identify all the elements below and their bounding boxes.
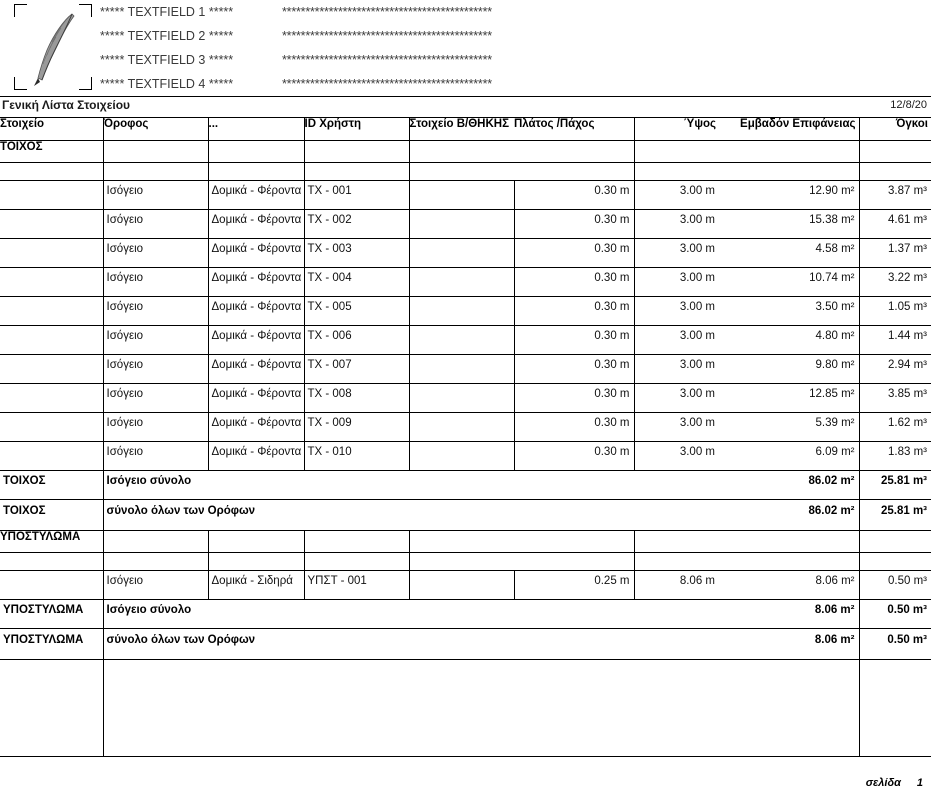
cell-area: 4.58 m² [719, 239, 859, 268]
col-header-store-element: Στοιχείο Β/ΘΗΚΗΣ [409, 118, 514, 141]
cell-area: 6.09 m² [719, 442, 859, 471]
cell-store [409, 442, 514, 471]
subtotal-volume: 25.81 m³ [859, 471, 931, 500]
table-row [0, 571, 931, 600]
report-date: 12/8/20 [890, 99, 927, 111]
table-row [0, 239, 931, 268]
cell-width: 0.30 m [514, 442, 634, 471]
cell-width: 0.30 m [514, 384, 634, 413]
cell-height: 3.00 m [634, 181, 719, 210]
textfield-value-2: ********************************************* [282, 29, 492, 43]
cell-area: 8.06 m² [719, 571, 859, 600]
textfield-label-1: ***** TEXTFIELD 1 ***** [100, 5, 234, 19]
cell-element [0, 384, 103, 413]
cell-height: 3.00 m [634, 355, 719, 384]
cell-class: Δομικά - Φέροντα [208, 384, 304, 413]
group-pad-floor [103, 531, 208, 553]
cell-width: 0.25 m [514, 571, 634, 600]
table-row [0, 413, 931, 442]
group-pad-floor [103, 141, 208, 163]
cell-user-id: TX - 004 [304, 268, 409, 297]
cell-height: 3.00 m [634, 268, 719, 297]
textfield-value-1: ********************************************* [282, 5, 492, 19]
textfield-row-1 [100, 0, 700, 24]
tail-rule-2 [859, 660, 860, 756]
cell-floor: Ισόγειο [103, 355, 208, 384]
cell-class: Δομικά - Φέροντα [208, 413, 304, 442]
cell-volume: 2.94 m³ [859, 355, 931, 384]
cell-floor: Ισόγειο [103, 326, 208, 355]
cell-class: Δομικά - Σιδηρά [208, 571, 304, 600]
group-pad-height [634, 141, 719, 163]
cell-height: 3.00 m [634, 239, 719, 268]
table-row [0, 326, 931, 355]
table-header-row [0, 118, 931, 141]
cell-height: 3.00 m [634, 384, 719, 413]
textfield-value-3: ********************************************* [282, 53, 492, 67]
textfield-row-4 [100, 72, 700, 96]
cell-class: Δομικά - Φέροντα [208, 210, 304, 239]
cell-width: 0.30 m [514, 181, 634, 210]
cell-store [409, 326, 514, 355]
col-header-class: ... [208, 118, 304, 141]
textfield-label-4: ***** TEXTFIELD 4 ***** [100, 77, 234, 91]
cell-width: 0.30 m [514, 413, 634, 442]
cell-class: Δομικά - Φέροντα [208, 297, 304, 326]
cell-height: 3.00 m [634, 210, 719, 239]
col-header-user-id: ID Χρήστη [304, 118, 409, 141]
table-row [0, 442, 931, 471]
spacer-cell-store [409, 163, 514, 181]
spacer-cell-class [208, 163, 304, 181]
spacer-cell-class [208, 553, 304, 571]
cell-width: 0.30 m [514, 355, 634, 384]
cell-height: 3.00 m [634, 413, 719, 442]
table-row [0, 355, 931, 384]
cell-element [0, 297, 103, 326]
table-row [0, 210, 931, 239]
spacer-cell-height [634, 163, 719, 181]
spacer-cell-floor [103, 163, 208, 181]
frame-corner-bottom-left [14, 77, 27, 90]
spacer-cell-store [409, 553, 514, 571]
table-row [0, 384, 931, 413]
table-empty-tail [0, 660, 931, 757]
cell-floor: Ισόγειο [103, 442, 208, 471]
cell-user-id: TX - 009 [304, 413, 409, 442]
cell-element [0, 181, 103, 210]
subtotal-area: 8.06 m² [719, 600, 859, 629]
cell-floor: Ισόγειο [103, 384, 208, 413]
group-total-volume: 25.81 m³ [859, 500, 931, 531]
cell-store [409, 297, 514, 326]
spacer-cell-area [719, 553, 859, 571]
group-total-text: σύνολο όλων των Ορόφων [103, 500, 719, 531]
cell-user-id: ΥΠΣΤ - 001 [304, 571, 409, 600]
spacer-cell-width [514, 553, 634, 571]
group-total-volume: 0.50 m³ [859, 629, 931, 660]
cell-volume: 3.85 m³ [859, 384, 931, 413]
group-pad-width [514, 141, 634, 163]
group-header-row [0, 141, 931, 163]
col-header-area: Εμβαδόν Επιφάνειας [719, 118, 859, 141]
cell-width: 0.30 m [514, 326, 634, 355]
cell-user-id: TX - 006 [304, 326, 409, 355]
subtotal-area: 86.02 m² [719, 471, 859, 500]
spacer-cell-element [0, 553, 103, 571]
spacer-cell-volume [859, 163, 931, 181]
cell-area: 12.85 m² [719, 384, 859, 413]
group-name: ΥΠΟΣΤΥΛΩΜΑ [0, 531, 103, 553]
cell-area: 3.50 m² [719, 297, 859, 326]
cell-store [409, 384, 514, 413]
document-header [0, 0, 931, 96]
group-pad-id [304, 141, 409, 163]
logo-frame [14, 4, 92, 90]
cell-class: Δομικά - Φέροντα [208, 326, 304, 355]
cell-store [409, 355, 514, 384]
table-row [0, 297, 931, 326]
cell-element [0, 210, 103, 239]
cell-area: 10.74 m² [719, 268, 859, 297]
group-total-element-label: ΤΟΙΧΟΣ [0, 500, 103, 531]
frame-corner-top-right [79, 4, 92, 17]
cell-store [409, 571, 514, 600]
col-header-volume: Όγκοι [859, 118, 931, 141]
cell-user-id: TX - 005 [304, 297, 409, 326]
subtotal-element-label: ΥΠΟΣΤΥΛΩΜΑ [0, 600, 103, 629]
spacer-cell-floor [103, 553, 208, 571]
group-pad-store [409, 141, 514, 163]
group-header-row [0, 531, 931, 553]
page-label: σελίδα [865, 777, 901, 789]
cell-width: 0.30 m [514, 297, 634, 326]
subtotal-text: Ισόγειο σύνολο [103, 600, 719, 629]
spacer-cell-volume [859, 553, 931, 571]
cell-area: 9.80 m² [719, 355, 859, 384]
cell-user-id: TX - 003 [304, 239, 409, 268]
report-title-bar [0, 96, 931, 118]
group-spacer-row [0, 553, 931, 571]
textfield-label-2: ***** TEXTFIELD 2 ***** [100, 29, 234, 43]
textfield-list [100, 0, 700, 96]
cell-floor: Ισόγειο [103, 210, 208, 239]
cell-width: 0.30 m [514, 239, 634, 268]
cell-volume: 0.50 m³ [859, 571, 931, 600]
cell-height: 3.00 m [634, 326, 719, 355]
cell-floor: Ισόγειο [103, 268, 208, 297]
cell-element [0, 326, 103, 355]
group-pad-area [719, 531, 859, 553]
cell-volume: 3.22 m³ [859, 268, 931, 297]
cell-width: 0.30 m [514, 268, 634, 297]
cell-element [0, 355, 103, 384]
cell-element [0, 413, 103, 442]
group-pad-class [208, 531, 304, 553]
cell-element [0, 442, 103, 471]
page-title: Γενική Λίστα Στοιχείου [2, 98, 131, 112]
spacer-cell-width [514, 163, 634, 181]
textfield-value-4: ********************************************* [282, 77, 492, 91]
cell-class: Δομικά - Φέροντα [208, 442, 304, 471]
spacer-cell-height [634, 553, 719, 571]
cell-store [409, 268, 514, 297]
subtotal-row [0, 471, 931, 500]
cell-area: 15.38 m² [719, 210, 859, 239]
cell-height: 3.00 m [634, 297, 719, 326]
cell-store [409, 239, 514, 268]
group-pad-class [208, 141, 304, 163]
cell-volume: 1.05 m³ [859, 297, 931, 326]
col-header-height: Ύψος [634, 118, 719, 141]
cell-area: 5.39 m² [719, 413, 859, 442]
group-name: ΤΟΙΧΟΣ [0, 141, 103, 163]
subtotal-row [0, 600, 931, 629]
element-listing-table [0, 118, 931, 660]
cell-class: Δομικά - Φέροντα [208, 239, 304, 268]
cell-area: 4.80 m² [719, 326, 859, 355]
tail-rule-1 [103, 660, 104, 756]
cell-height: 8.06 m [634, 571, 719, 600]
cell-class: Δομικά - Φέροντα [208, 268, 304, 297]
cell-volume: 1.44 m³ [859, 326, 931, 355]
page-number: 1 [916, 777, 923, 789]
cell-store [409, 181, 514, 210]
table-row [0, 181, 931, 210]
cell-volume: 1.62 m³ [859, 413, 931, 442]
frame-corner-bottom-right [79, 77, 92, 90]
cell-user-id: TX - 002 [304, 210, 409, 239]
group-total-text: σύνολο όλων των Ορόφων [103, 629, 719, 660]
cell-volume: 4.61 m³ [859, 210, 931, 239]
spacer-cell-element [0, 163, 103, 181]
table-row [0, 268, 931, 297]
group-pad-id [304, 531, 409, 553]
cell-volume: 3.87 m³ [859, 181, 931, 210]
group-spacer-row [0, 163, 931, 181]
group-total-element-label: ΥΠΟΣΤΥΛΩΜΑ [0, 629, 103, 660]
cell-class: Δομικά - Φέροντα [208, 355, 304, 384]
col-header-element: Στοιχείο [0, 118, 103, 141]
group-pad-volume [859, 531, 931, 553]
cell-height: 3.00 m [634, 442, 719, 471]
subtotal-text: Ισόγειο σύνολο [103, 471, 719, 500]
cell-volume: 1.37 m³ [859, 239, 931, 268]
cell-element [0, 268, 103, 297]
spacer-cell-id [304, 553, 409, 571]
textfield-label-3: ***** TEXTFIELD 3 ***** [100, 53, 234, 67]
col-header-width: Πλάτος /Πάχος [514, 118, 634, 141]
textfield-row-3 [100, 48, 700, 72]
cell-user-id: TX - 008 [304, 384, 409, 413]
feather-quill-icon [28, 10, 80, 88]
group-total-row [0, 500, 931, 531]
spacer-cell-area [719, 163, 859, 181]
cell-user-id: TX - 010 [304, 442, 409, 471]
cell-floor: Ισόγειο [103, 413, 208, 442]
group-total-area: 86.02 m² [719, 500, 859, 531]
cell-store [409, 413, 514, 442]
frame-corner-top-left [14, 4, 27, 17]
group-pad-store [409, 531, 514, 553]
group-pad-width [514, 531, 634, 553]
col-header-floor: Όροφος [103, 118, 208, 141]
textfield-row-2 [100, 24, 700, 48]
spacer-cell-id [304, 163, 409, 181]
cell-volume: 1.83 m³ [859, 442, 931, 471]
cell-user-id: TX - 007 [304, 355, 409, 384]
cell-floor: Ισόγειο [103, 181, 208, 210]
cell-element [0, 571, 103, 600]
subtotal-element-label: ΤΟΙΧΟΣ [0, 471, 103, 500]
cell-floor: Ισόγειο [103, 297, 208, 326]
cell-store [409, 210, 514, 239]
cell-floor: Ισόγειο [103, 239, 208, 268]
group-pad-height [634, 531, 719, 553]
cell-class: Δομικά - Φέροντα [208, 181, 304, 210]
subtotal-volume: 0.50 m³ [859, 600, 931, 629]
cell-floor: Ισόγειο [103, 571, 208, 600]
cell-width: 0.30 m [514, 210, 634, 239]
group-total-area: 8.06 m² [719, 629, 859, 660]
group-pad-volume [859, 141, 931, 163]
group-total-row [0, 629, 931, 660]
cell-element [0, 239, 103, 268]
document-footer [0, 757, 931, 795]
group-pad-area [719, 141, 859, 163]
cell-area: 12.90 m² [719, 181, 859, 210]
cell-user-id: TX - 001 [304, 181, 409, 210]
